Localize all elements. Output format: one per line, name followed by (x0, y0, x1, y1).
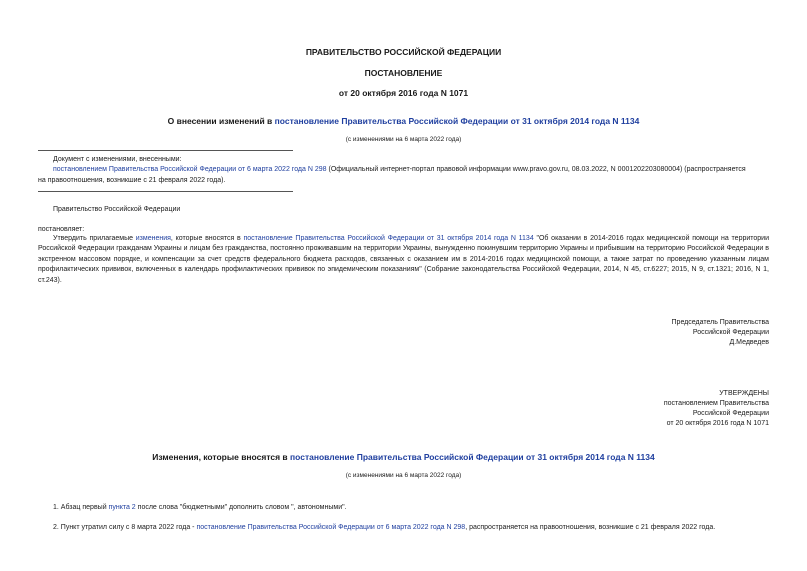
doc-type-heading: ПОСТАНОВЛЕНИЕ (364, 68, 443, 78)
changes-line1: Документ с изменениями, внесенными: (53, 156, 182, 163)
signature-line1: Председатель Правительства (671, 319, 769, 326)
item2-part-a: 2. Пункт утратил силу с 8 марта 2022 года - (53, 524, 197, 531)
p1-changes-link[interactable]: изменения (135, 235, 171, 242)
title-amended-act-link[interactable]: постановление Правительства Российской Федерации от 31 октября 2014 года N 1134 (274, 116, 640, 126)
government-heading: ПРАВИТЕЛЬСТВО РОССИЙСКОЙ ФЕДЕРАЦИИ (305, 47, 502, 57)
body-government: Правительство Российской Федерации (53, 206, 181, 213)
item2-part-b: , распространяется на правоотношения, возникшие с 21 февраля 2022 года. (465, 524, 716, 531)
approved-line2: постановлением Правительства (663, 400, 769, 407)
p1-part-c: "Об оказании в 2014-2016 годах медицинской помощи на территории Российской Федерации гражданам Украины и лицам без гражданства, постоянно проживавшим на территории Украины, вынужденно покинувшим территорию Украины и прибывшим на территорию Российской Федерации в экстренном массовом порядке, и компенсации за счет средств федерального бюджета расходов, связанных с оказанием им в 2014-2016 годах медицинской помощи, а также затрат по проведению указанным лицам профилактических прививок, включенных в календарь профилактических прививок по эпидемическим показаниям" (Собрание законодательства Российской Федерации, 2014, N 45, ст.6227; 2015, N 9, ст.1321; 2016, N 1, ст.243). (38, 235, 769, 284)
signature-line2: Российской Федерации (692, 329, 769, 336)
changes-bottom-rule (38, 191, 293, 192)
item-2 (53, 524, 715, 531)
approved-line4: от 20 октября 2016 года N 1071 (666, 420, 769, 427)
signature-line3: Д.Медведев (729, 339, 769, 346)
approved-line3: Российской Федерации (692, 410, 769, 417)
changes-top-rule (38, 150, 293, 151)
edition-note: (с изменениями на 6 марта 2022 года) (345, 136, 462, 143)
item1-part-b: после слова "бюджетными" дополнить словом ", автономными". (135, 504, 347, 511)
approved-line1: УТВЕРЖДЕНЫ (719, 390, 769, 397)
doc-date-number: от 20 октября 2016 года N 1071 (338, 88, 469, 98)
changes-line2 (53, 166, 746, 173)
item1-point-link[interactable]: пункта 2 (108, 504, 136, 511)
p1-amended-act-link[interactable]: постановление Правительства Российской Федерации от 31 октября 2014 года N 1134 (243, 235, 534, 242)
item1-part-a: 1. Абзац первый (53, 504, 109, 511)
changes-amending-act-link[interactable]: постановлением Правительства Российской Федерации от 6 марта 2022 года N 298 (53, 166, 327, 173)
title-prefix: О внесении изменений в (167, 116, 275, 126)
body-decides: постановляет: (38, 226, 85, 233)
changes-title (0, 452, 807, 462)
changes-line2-rest: (Официальный интернет-портал правовой информации www.pravo.gov.ru, 08.03.2022, N 0001202203080004) (распространяется (326, 166, 746, 173)
changes-title-prefix: Изменения, которые вносятся в (152, 452, 291, 462)
p1-part-a: Утвердить прилагаемые (53, 235, 136, 242)
changes-line3: на правоотношения, возникшие с 21 февраля 2022 года). (38, 177, 226, 184)
approved-block (664, 389, 769, 429)
changes-title-link[interactable]: постановление Правительства Российской Федерации от 31 октября 2014 года N 1134 (290, 452, 655, 462)
item2-amending-act-link[interactable]: постановление Правительства Российской Федерации от 6 марта 2022 года N 298 (196, 524, 466, 531)
p1-part-b: , которые вносятся в (170, 235, 244, 242)
main-paragraph (38, 234, 769, 286)
signature-block (672, 318, 769, 348)
item-1 (53, 504, 347, 511)
changes-edition-note: (с изменениями на 6 марта 2022 года) (345, 472, 462, 479)
document-title (0, 116, 807, 126)
